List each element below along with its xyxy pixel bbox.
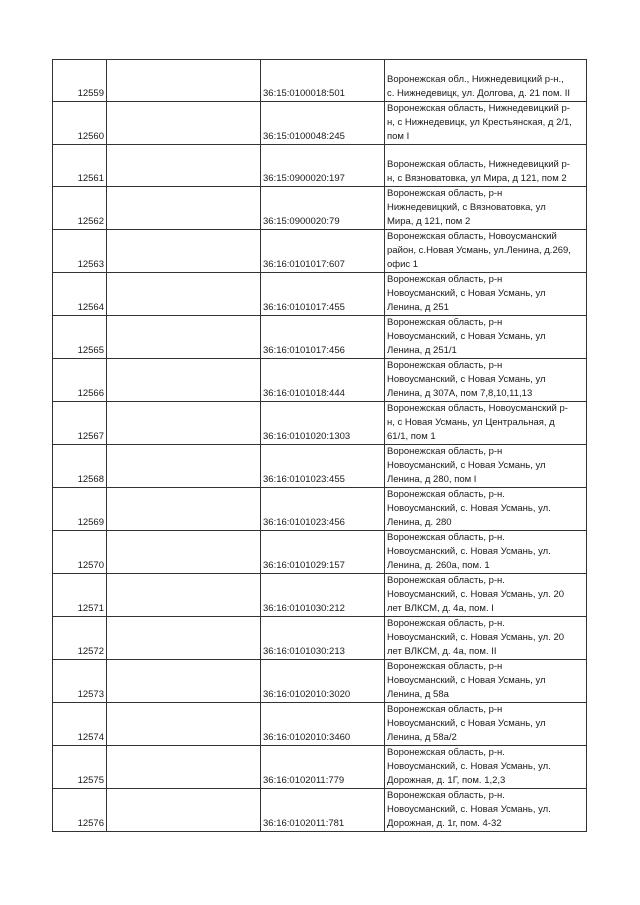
address-cell: Воронежская область, Новоусманский р- н, с Новая Усмань, ул Центральная, д 61/1, пом 1	[385, 402, 587, 445]
empty-cell	[107, 617, 261, 660]
row-number: 12564	[53, 273, 107, 316]
row-number: 12561	[53, 145, 107, 187]
row-number: 12571	[53, 574, 107, 617]
cadastral-number: 36:16:0101020:1303	[261, 402, 385, 445]
empty-cell	[107, 359, 261, 402]
row-number: 12570	[53, 531, 107, 574]
cadastral-number: 36:16:0101023:455	[261, 445, 385, 488]
address-cell: Воронежская область, р-н. Новоусманский, с. Новая Усмань, ул. Ленина, д. 280	[385, 488, 587, 531]
empty-cell	[107, 145, 261, 187]
table-row	[53, 445, 587, 488]
cadastral-number: 36:15:0100018:501	[261, 60, 385, 102]
cadastral-number: 36:16:0102011:779	[261, 746, 385, 789]
empty-cell	[107, 660, 261, 703]
empty-cell	[107, 531, 261, 574]
address-cell: Воронежская область, р-н Нижнедевицкий, с Вязноватовка, ул Мира, д 121, пом 2	[385, 187, 587, 230]
address-cell: Воронежская область, р-н. Новоусманский, с. Новая Усмань, ул. Ленина, д. 260а, пом. 1	[385, 531, 587, 574]
cadastral-number: 36:16:0101017:455	[261, 273, 385, 316]
address-cell: Воронежская область, Новоусманский район, с.Новая Усмань, ул.Ленина, д.269, офис 1	[385, 230, 587, 273]
table-row	[53, 60, 587, 102]
address-cell: Воронежская область, р-н Новоусманский, с Новая Усмань, ул Ленина, д 307А, пом 7,8,10,11,13	[385, 359, 587, 402]
table-row	[53, 102, 587, 145]
table-row	[53, 316, 587, 359]
cadastral-number: 36:16:0102010:3020	[261, 660, 385, 703]
row-number: 12565	[53, 316, 107, 359]
row-number: 12560	[53, 102, 107, 145]
address-cell: Воронежская область, Нижнедевицкий р- н, с Вязноватовка, ул Мира, д 121, пом 2	[385, 145, 587, 187]
empty-cell	[107, 746, 261, 789]
row-number: 12567	[53, 402, 107, 445]
cadastral-number: 36:16:0101017:456	[261, 316, 385, 359]
table-row	[53, 273, 587, 316]
empty-cell	[107, 445, 261, 488]
cadastral-number: 36:16:0101030:213	[261, 617, 385, 660]
empty-cell	[107, 789, 261, 832]
cadastral-number: 36:15:0100048:245	[261, 102, 385, 145]
empty-cell	[107, 402, 261, 445]
table-row	[53, 187, 587, 230]
row-number: 12569	[53, 488, 107, 531]
address-cell: Воронежская область, р-н Новоусманский, с Новая Усмань, ул Ленина, д 251	[385, 273, 587, 316]
cadastral-number: 36:16:0101017:607	[261, 230, 385, 273]
table-row	[53, 574, 587, 617]
table-row	[53, 617, 587, 660]
row-number: 12573	[53, 660, 107, 703]
table-row	[53, 746, 587, 789]
address-cell: Воронежская область, р-н. Новоусманский, с. Новая Усмань, ул. Дорожная, д. 1г, пом. 4-32	[385, 789, 587, 832]
address-cell: Воронежская область, Нижнедевицкий р- н, с Нижнедевицк, ул Крестьянская, д 2/1, пом I	[385, 102, 587, 145]
table-row	[53, 230, 587, 273]
cadastral-number: 36:16:0101023:456	[261, 488, 385, 531]
property-registry-table	[52, 59, 587, 832]
address-cell: Воронежская область, р-н Новоусманский, с Новая Усмань, ул Ленина, д 251/1	[385, 316, 587, 359]
table-row	[53, 703, 587, 746]
registry-table-body	[53, 60, 587, 832]
address-cell: Воронежская область, р-н. Новоусманский, с. Новая Усмань, ул. Дорожная, д. 1Г, пом. 1,2,3	[385, 746, 587, 789]
cadastral-number: 36:15:0900020:79	[261, 187, 385, 230]
row-number: 12562	[53, 187, 107, 230]
table-row	[53, 402, 587, 445]
table-row	[53, 660, 587, 703]
cadastral-number: 36:15:0900020:197	[261, 145, 385, 187]
table-row	[53, 789, 587, 832]
table-row	[53, 145, 587, 187]
address-cell: Воронежская область, р-н. Новоусманский, с. Новая Усмань, ул. 20 лет ВЛКСМ, д. 4а, пом. II	[385, 617, 587, 660]
address-cell: Воронежская область, р-н Новоусманский, с Новая Усмань, ул Ленина, д 280, пом I	[385, 445, 587, 488]
empty-cell	[107, 273, 261, 316]
cadastral-number: 36:16:0102010:3460	[261, 703, 385, 746]
table-row	[53, 359, 587, 402]
address-cell: Воронежская область, р-н. Новоусманский, с. Новая Усмань, ул. 20 лет ВЛКСМ, д. 4а, пом. I	[385, 574, 587, 617]
table-row	[53, 488, 587, 531]
empty-cell	[107, 60, 261, 102]
address-cell: Воронежская область, р-н Новоусманский, с Новая Усмань, ул Ленина, д 58а	[385, 660, 587, 703]
address-cell: Воронежская область, р-н Новоусманский, с Новая Усмань, ул Ленина, д 58а/2	[385, 703, 587, 746]
cadastral-number: 36:16:0101029:157	[261, 531, 385, 574]
empty-cell	[107, 187, 261, 230]
empty-cell	[107, 316, 261, 359]
row-number: 12575	[53, 746, 107, 789]
empty-cell	[107, 703, 261, 746]
empty-cell	[107, 574, 261, 617]
cadastral-number: 36:16:0101030:212	[261, 574, 385, 617]
table-row	[53, 531, 587, 574]
row-number: 12576	[53, 789, 107, 832]
empty-cell	[107, 230, 261, 273]
empty-cell	[107, 488, 261, 531]
row-number: 12559	[53, 60, 107, 102]
row-number: 12563	[53, 230, 107, 273]
row-number: 12572	[53, 617, 107, 660]
cadastral-number: 36:16:0101018:444	[261, 359, 385, 402]
cadastral-number: 36:16:0102011:781	[261, 789, 385, 832]
row-number: 12574	[53, 703, 107, 746]
row-number: 12568	[53, 445, 107, 488]
address-cell: Воронежская обл., Нижнедевицкий р-н., с. Нижнедевицк, ул. Долгова, д. 21 пом. II	[385, 60, 587, 102]
row-number: 12566	[53, 359, 107, 402]
empty-cell	[107, 102, 261, 145]
